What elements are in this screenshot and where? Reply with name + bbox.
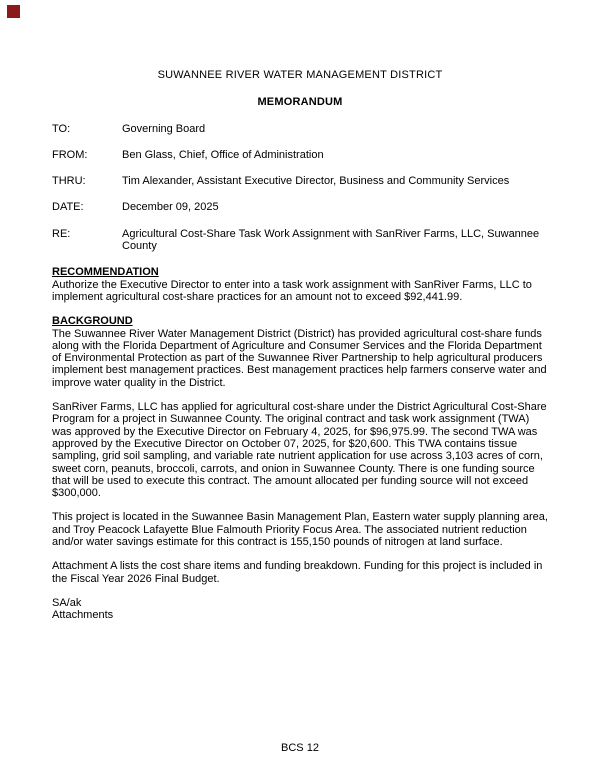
section-background [52, 315, 548, 585]
background-paragraph-4: Attachment A lists the cost share items and funding breakdown. Funding for this project is included in the Fiscal Year 2026 Final Budget. [52, 560, 543, 585]
section-heading-background: BACKGROUND [52, 315, 133, 328]
page-title: SUWANNEE RIVER WATER MANAGEMENT DISTRICT [157, 69, 443, 81]
corner-marker [7, 5, 20, 18]
field-label-to: TO: [52, 122, 71, 135]
field-row-re [52, 228, 548, 253]
section-recommendation [52, 266, 548, 303]
field-value-date: December 09, 2025 [122, 201, 219, 214]
memo-subtitle: MEMORANDUM [257, 96, 343, 109]
recommendation-paragraph: Authorize the Executive Director to enter into a task work assignment with SanRiver Farms, LLC to implement agricultural cost-share practices for an amount not to exceed $92,441.99. [52, 278, 532, 303]
field-label-from: FROM: [52, 148, 88, 161]
field-label-re: RE: [52, 227, 71, 240]
field-value-from: Ben Glass, Chief, Office of Administration [122, 148, 324, 161]
attachments-note: Attachments [52, 609, 114, 622]
memo-header-fields [52, 123, 548, 253]
field-label-thru: THRU: [52, 175, 86, 188]
field-value-thru: Tim Alexander, Assistant Executive Director, Business and Community Services [122, 175, 510, 188]
background-paragraph-3: This project is located in the Suwannee Basin Management Plan, Eastern water supply planning area, and Troy Peacock Lafayette Blue Falmouth Priority Focus Area. The associated nutrient reduction and/or water savings estimate for this contract is 155,150 pounds of nitrogen at land surface. [52, 511, 548, 549]
background-paragraph-1: The Suwannee River Water Management District (District) has provided agricultural cost-share funds along with the Florida Department of Agriculture and Consumer Services and the Florida Department of Environmental Protection as part of the Suwannee River Partnership to help agricultural producers implement best management practices. Best management practices help farmers conserve water and improve water quality in the District. [52, 327, 547, 389]
field-value-to: Governing Board [122, 122, 206, 135]
signature-initials: SA/ak [52, 596, 82, 609]
field-row-thru [52, 175, 548, 187]
field-label-date: DATE: [52, 201, 84, 214]
field-row-date [52, 201, 548, 213]
footer-page-code: BCS 12 [281, 742, 319, 754]
section-heading-recommendation: RECOMMENDATION [52, 266, 159, 279]
field-row-from [52, 149, 548, 161]
signature-block [52, 597, 548, 622]
field-value-re: Agricultural Cost-Share Task Work Assignment with SanRiver Farms, LLC, Suwannee County [122, 227, 540, 253]
field-row-to [52, 123, 548, 135]
background-paragraph-2: SanRiver Farms, LLC has applied for agricultural cost-share under the District Agricultural Cost-Share Program for a project in Suwannee County. The original contract and task work assignment (TWA) was approved by the Executive Director on February 4, 2025, for $96,975.99. The second TWA was approved by the Executive Director on October 07, 2025, for $20,600. This TWA contains tissue sampling, grid soil sampling, and variable rate nutrient application for use across 3,103 acres of corn, sweet corn, peanuts, broccoli, carrots, and onion in Suwannee County. There is one funding source that will be used to execute this contract. The amount allocated per funding source will not exceed $300,000. [52, 401, 547, 500]
